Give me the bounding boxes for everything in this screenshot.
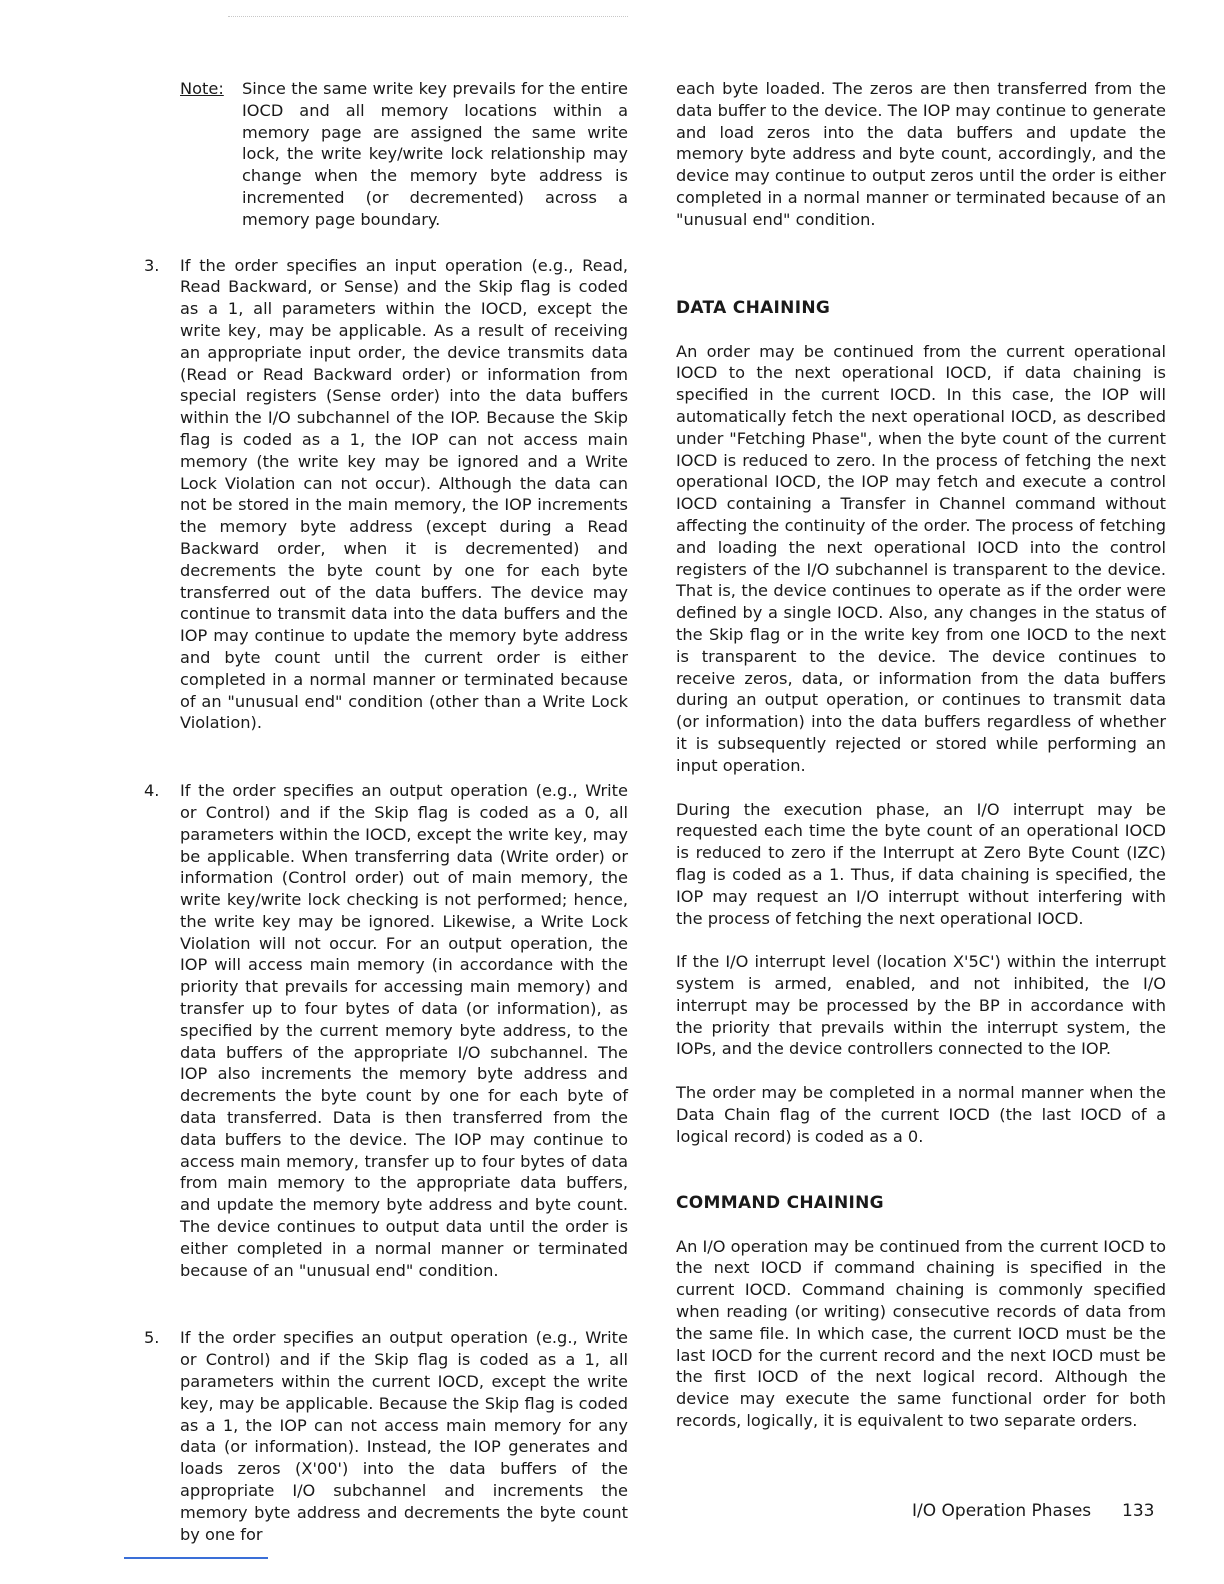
continuation-paragraph: each byte loaded. The zeros are then transferred from the data buffer to the device. The IOP may continue to generate and load zeros into the data buffers and update the memory byte address and byte count, accordingly, and the device may continue to output zeros until the order is either completed in a normal manner or terminated because of an "unusual end" condition. — [676, 79, 1166, 229]
section-heading-command-chaining: COMMAND CHAINING — [676, 1192, 884, 1213]
note-block — [180, 78, 628, 231]
data-chaining-paragraph-2: During the execution phase, an I/O interrupt may be requested each time the byte count of an operational IOCD is reduced to zero if the Interrupt at Zero Byte Count (IZC) flag is coded as a 1. Thus, if data chaining is specified, the IOP may request an I/O interrupt without interfering with the process of fetching the next operational IOCD. — [676, 799, 1166, 928]
list-item-text: If the order specifies an output operation (e.g., Write or Control) and if the Skip flag is coded as a 0, all parameters within the IOCD, except the write key, may be applicable. When transferring data (Write order) or information (Control order) out of main memory, the write key/write lock checking is not performed; hence, the write key may be ignored. Likewise, a Write Lock Violation will not occur. For an output operation, the IOP will access main memory (in accordance with the priority that prevails for accessing main memory) and transfer up to four bytes of data (or information), as specified by the current memory byte address, to the data buffers of the appropriate I/O subchannel. The IOP also increments the memory byte address and decrements the byte count by one for each byte of data transferred. Data is then transferred from the data buffers to the device. The IOP may continue to access main memory, transfer up to four bytes of data from main memory to the appropriate data buffers, and update the memory byte address and byte count. The device continues to output data until the order is either completed in a normal manner or terminated because of an "unusual end" condition. — [180, 781, 628, 1280]
data-chaining-paragraph-4: The order may be completed in a normal manner when the Data Chain flag of the current IOCD (the last IOCD of a logical record) is coded as a 0. — [676, 1083, 1166, 1146]
list-item-number: 3. — [144, 255, 160, 275]
list-item-text: If the order specifies an input operation (e.g., Read, Read Backward, or Sense) and the Skip flag is coded as a 1, all parameters within the IOCD, except the write key, may be applicable. As a result of receiving an appropriate input order, the device transmits data (Read or Read Backward order) or information from special registers (Sense order) into the data buffers within the I/O subchannel of the IOP. Because the Skip flag is coded as a 1, the IOP can not access main memory (the write key may be ignored and a Write Lock Violation can not occur). Although the data can not be stored in the main memory, the IOP increments the memory byte address (except during a Read Backward order, when it is decremented) and decrements the byte count by one for each byte transferred out of the data buffers. The device may continue to transmit data into the data buffers and the IOP may continue to update the memory byte address and byte count until the current order is either completed in a normal manner or terminated because of an "unusual end" condition (other than a Write Lock Violation). — [180, 255, 628, 733]
list-item-number: 4. — [144, 781, 160, 801]
note-text: Since the same write key prevails for the entire IOCD and all memory locations within a memory page are assigned the same write lock, the write key/write lock relationship may change when the memory byte address is incremented (or decremented) across a memory page boundary. — [242, 79, 628, 229]
command-chaining-paragraph-1: An I/O operation may be continued from the current IOCD to the next IOCD if command chaining is specified in the current IOCD. Command chaining is commonly specified when reading (or writing) consecutive records of data from the same file. In which case, the current IOCD must be the last IOCD for the current record and the next IOCD must be the first IOCD of the next logical record. Although the device may execute the same functional order for both records, logically, it is equivalent to two separate orders. — [676, 1236, 1166, 1431]
list-item-number: 5. — [144, 1328, 160, 1348]
data-chaining-paragraph-3: If the I/O interrupt level (location X'5C') within the interrupt system is armed, enabled, and not inhibited, the I/O interrupt may be processed by the BP in accordance with the priority that prevails within the interrupt system, the IOPs, and the device controllers connected to the IOP. — [676, 952, 1166, 1059]
note-label: Note: — [180, 79, 224, 98]
top-scan-rule — [228, 16, 628, 17]
footer-page-number: 133 — [1122, 1501, 1155, 1521]
section-heading-data-chaining: DATA CHAINING — [676, 297, 831, 318]
list-item-text: If the order specifies an output operation (e.g., Write or Control) and if the Skip flag is coded as a 1, all parameters within the current IOCD, except the write key, may be applicable. Because the Skip flag is coded as a 1, the IOP can not access main memory for any data (or information). Instead, the IOP generates and loads zeros (X'00') into the data buffers of the appropriate I/O subchannel and increments the memory byte address and decrements the byte count by one for — [180, 1328, 628, 1544]
bottom-scan-rule — [124, 1557, 268, 1559]
list-item-3 — [144, 255, 628, 735]
data-chaining-paragraph-1: An order may be continued from the current operational IOCD to the next operational IOCD, if data chaining is specified in the current IOCD. In this case, the IOP will automatically fetch the next operational IOCD, as described under "Fetching Phase", when the byte count of the current IOCD is reduced to zero. In the process of fetching the next operational IOCD, the IOP may fetch and execute a control IOCD containing a Transfer in Channel command without affecting the continuity of the order. The process of fetching and loading the next operational IOCD into the control registers of the I/O subchannel is transparent to the device. That is, the device continues to operate as if the order were defined by a single IOCD. Also, any changes in the status of the Skip flag or in the write key from one IOCD to the next is transparent to the device. The device continues to receive zeros, data, or information from the data buffers during an output operation, or continues to transmit data (or information) into the data buffers regardless of whether it is subsequently rejected or stored while performing an input operation. — [676, 341, 1166, 775]
right-column — [676, 78, 1166, 1454]
footer-section-title: I/O Operation Phases — [912, 1501, 1092, 1521]
list-item-4 — [144, 780, 628, 1281]
left-column — [144, 78, 628, 1545]
list-item-5 — [144, 1327, 628, 1545]
